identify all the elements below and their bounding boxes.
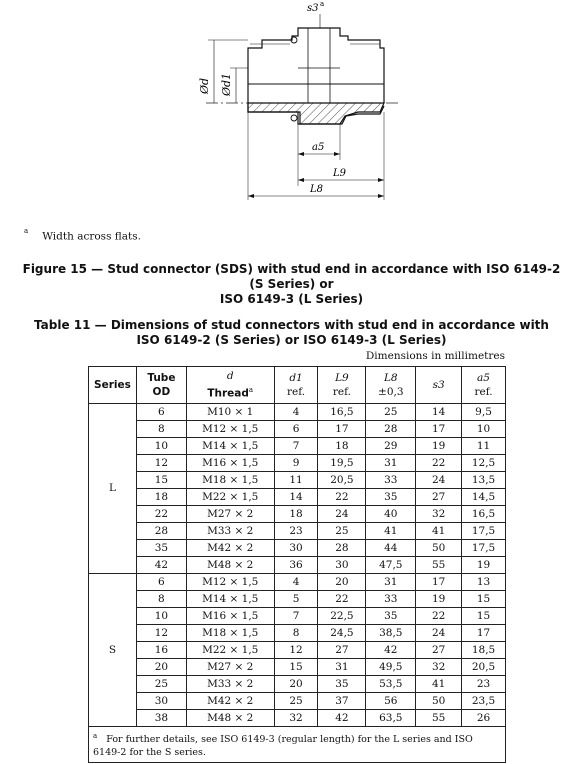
cell-d1: 36 xyxy=(274,556,318,573)
cell-a5: 12,5 xyxy=(462,454,506,471)
table-row xyxy=(89,641,506,658)
table-row xyxy=(89,454,506,471)
figure-note xyxy=(24,229,141,243)
cell-tube-od: 28 xyxy=(136,522,186,539)
header-d: d Thread$^a$ xyxy=(186,367,274,404)
cell-l8: 40 xyxy=(366,505,416,522)
table-row xyxy=(89,573,506,590)
cell-d1: 20 xyxy=(274,675,318,692)
l8-label: L8 xyxy=(310,184,324,195)
cell-l8: 25 xyxy=(366,403,416,420)
cell-s3: 14 xyxy=(416,403,462,420)
cell-a5: 19 xyxy=(462,556,506,573)
cell-l9: 24 xyxy=(318,505,366,522)
header-l9: L9 ref. xyxy=(318,367,366,404)
cell-l9: 30 xyxy=(318,556,366,573)
cell-tube-od: 15 xyxy=(136,471,186,488)
table-row xyxy=(89,658,506,675)
cell-s3: 32 xyxy=(416,658,462,675)
cell-thread: M42 × 2 xyxy=(186,539,274,556)
cell-l9: 42 xyxy=(318,709,366,726)
cell-s3: 55 xyxy=(416,556,462,573)
header-series: Series xyxy=(89,367,137,404)
a5-label: a5 xyxy=(312,142,325,153)
header-s3: s3 xyxy=(416,367,462,404)
cell-l8: 47,5 xyxy=(366,556,416,573)
cell-thread: M48 × 2 xyxy=(186,709,274,726)
cell-tube-od: 6 xyxy=(136,403,186,420)
footnote-marker: a xyxy=(93,731,98,740)
cell-a5: 13,5 xyxy=(462,471,506,488)
cell-s3: 50 xyxy=(416,539,462,556)
cell-thread: M10 × 1 xyxy=(186,403,274,420)
cell-l8: 42 xyxy=(366,641,416,658)
cell-s3: 50 xyxy=(416,692,462,709)
figure-caption xyxy=(20,262,563,307)
cell-a5: 13 xyxy=(462,573,506,590)
cell-tube-od: 6 xyxy=(136,573,186,590)
cell-l9: 20,5 xyxy=(318,471,366,488)
cell-d1: 25 xyxy=(274,692,318,709)
o-ring xyxy=(291,115,297,121)
header-row xyxy=(89,367,506,404)
cell-l8: 56 xyxy=(366,692,416,709)
figure-drawing xyxy=(0,0,583,215)
s3-label: s3 xyxy=(307,3,319,14)
table-row xyxy=(89,675,506,692)
cell-l9: 16,5 xyxy=(318,403,366,420)
cell-l8: 29 xyxy=(366,437,416,454)
cell-s3: 17 xyxy=(416,420,462,437)
cell-thread: M16 × 1,5 xyxy=(186,607,274,624)
cell-a5: 23 xyxy=(462,675,506,692)
cell-thread: M27 × 2 xyxy=(186,658,274,675)
cell-s3: 41 xyxy=(416,522,462,539)
figure-caption-line-2: ISO 6149-3 (L Series) xyxy=(219,292,364,306)
series-s-body xyxy=(89,573,506,726)
cell-thread: M42 × 2 xyxy=(186,692,274,709)
table-row xyxy=(89,437,506,454)
cell-tube-od: 35 xyxy=(136,539,186,556)
cell-a5: 9,5 xyxy=(462,403,506,420)
cell-d1: 11 xyxy=(274,471,318,488)
cell-l8: 31 xyxy=(366,454,416,471)
body-outline-upper xyxy=(248,28,384,103)
cell-s3: 19 xyxy=(416,437,462,454)
cell-d1: 12 xyxy=(274,641,318,658)
cell-a5: 10 xyxy=(462,420,506,437)
cell-l9: 20 xyxy=(318,573,366,590)
table-row xyxy=(89,590,506,607)
cell-l9: 37 xyxy=(318,692,366,709)
cell-tube-od: 12 xyxy=(136,624,186,641)
cell-d1: 23 xyxy=(274,522,318,539)
cell-tube-od: 25 xyxy=(136,675,186,692)
stud-connector-drawing xyxy=(0,0,583,215)
table-row xyxy=(89,709,506,726)
table-row xyxy=(89,403,506,420)
cell-tube-od: 30 xyxy=(136,692,186,709)
cell-tube-od: 16 xyxy=(136,641,186,658)
cell-a5: 15 xyxy=(462,590,506,607)
cell-a5: 20,5 xyxy=(462,658,506,675)
cell-a5: 18,5 xyxy=(462,641,506,658)
cell-l8: 31 xyxy=(366,573,416,590)
table-caption-line-1: Table 11 — Dimensions of stud connectors with stud end in accordance with xyxy=(34,318,549,332)
l9-label: L9 xyxy=(333,168,347,179)
cell-thread: M18 × 1,5 xyxy=(186,471,274,488)
cell-thread: M18 × 1,5 xyxy=(186,624,274,641)
footnote-text: For further details, see ISO 6149-3 (regular length) for the L series and ISO 6149-2 for the S series. xyxy=(93,733,473,758)
cell-s3: 27 xyxy=(416,641,462,658)
cell-l8: 33 xyxy=(366,471,416,488)
cell-d1: 18 xyxy=(274,505,318,522)
cell-thread: M12 × 1,5 xyxy=(186,420,274,437)
cell-tube-od: 22 xyxy=(136,505,186,522)
table-units: Dimensions in millimetres xyxy=(365,350,505,362)
figure-note-marker: a xyxy=(24,227,29,235)
cell-thread: M22 × 1,5 xyxy=(186,641,274,658)
d-label: Ød xyxy=(198,77,211,94)
cell-s3: 17 xyxy=(416,573,462,590)
series-cell: L xyxy=(89,403,137,573)
cell-l9: 22 xyxy=(318,488,366,505)
cell-tube-od: 10 xyxy=(136,607,186,624)
cell-s3: 41 xyxy=(416,675,462,692)
cell-thread: M33 × 2 xyxy=(186,522,274,539)
cell-thread: M33 × 2 xyxy=(186,675,274,692)
table-row xyxy=(89,556,506,573)
cell-l9: 35 xyxy=(318,675,366,692)
cell-tube-od: 10 xyxy=(136,437,186,454)
cell-thread: M22 × 1,5 xyxy=(186,488,274,505)
cell-tube-od: 20 xyxy=(136,658,186,675)
cell-l8: 44 xyxy=(366,539,416,556)
table-row xyxy=(89,624,506,641)
header-tube-od: Tube OD xyxy=(136,367,186,404)
table-row xyxy=(89,488,506,505)
cell-a5: 16,5 xyxy=(462,505,506,522)
cell-l9: 24,5 xyxy=(318,624,366,641)
cell-d1: 7 xyxy=(274,607,318,624)
cell-l8: 63,5 xyxy=(366,709,416,726)
cell-a5: 26 xyxy=(462,709,506,726)
cell-s3: 19 xyxy=(416,590,462,607)
cell-d1: 7 xyxy=(274,437,318,454)
cell-tube-od: 18 xyxy=(136,488,186,505)
cell-l9: 18 xyxy=(318,437,366,454)
cell-tube-od: 42 xyxy=(136,556,186,573)
cell-l8: 28 xyxy=(366,420,416,437)
cell-l8: 35 xyxy=(366,607,416,624)
table-row xyxy=(89,692,506,709)
cell-d1: 15 xyxy=(274,658,318,675)
header-l8: L8 ±0,3 xyxy=(366,367,416,404)
cell-d1: 8 xyxy=(274,624,318,641)
figure-note-text: Width across flats. xyxy=(42,230,141,243)
cell-d1: 4 xyxy=(274,403,318,420)
cell-s3: 24 xyxy=(416,471,462,488)
cell-d1: 6 xyxy=(274,420,318,437)
table-row xyxy=(89,522,506,539)
cell-a5: 23,5 xyxy=(462,692,506,709)
cell-l8: 49,5 xyxy=(366,658,416,675)
cell-s3: 55 xyxy=(416,709,462,726)
cell-tube-od: 8 xyxy=(136,590,186,607)
table-row xyxy=(89,471,506,488)
figure-caption-line-1: Figure 15 — Stud connector (SDS) with stud end in accordance with ISO 6149-2 (S Series) or xyxy=(22,262,561,291)
cell-l8: 38,5 xyxy=(366,624,416,641)
cell-tube-od: 8 xyxy=(136,420,186,437)
cell-l8: 33 xyxy=(366,590,416,607)
cell-a5: 11 xyxy=(462,437,506,454)
series-l-body xyxy=(89,403,506,573)
cell-a5: 15 xyxy=(462,607,506,624)
cell-s3: 32 xyxy=(416,505,462,522)
table-row xyxy=(89,420,506,437)
cell-s3: 22 xyxy=(416,607,462,624)
cell-l9: 17 xyxy=(318,420,366,437)
cell-tube-od: 38 xyxy=(136,709,186,726)
cell-tube-od: 12 xyxy=(136,454,186,471)
cell-s3: 24 xyxy=(416,624,462,641)
cell-d1: 9 xyxy=(274,454,318,471)
cell-d1: 14 xyxy=(274,488,318,505)
cell-a5: 17,5 xyxy=(462,522,506,539)
cell-d1: 4 xyxy=(274,573,318,590)
cell-l9: 19,5 xyxy=(318,454,366,471)
cell-thread: M12 × 1,5 xyxy=(186,573,274,590)
header-a5: a5 ref. xyxy=(462,367,506,404)
cell-l9: 22,5 xyxy=(318,607,366,624)
table-row xyxy=(89,607,506,624)
table-footnote xyxy=(89,726,506,762)
table-row xyxy=(89,505,506,522)
cell-l9: 28 xyxy=(318,539,366,556)
cell-l9: 27 xyxy=(318,641,366,658)
cell-a5: 17 xyxy=(462,624,506,641)
cell-thread: M27 × 2 xyxy=(186,505,274,522)
s3-note: a xyxy=(320,0,325,8)
cell-thread: M14 × 1,5 xyxy=(186,590,274,607)
table-caption-line-2: ISO 6149-2 (S Series) or ISO 6149-3 (L Series) xyxy=(136,333,447,347)
cell-thread: M14 × 1,5 xyxy=(186,437,274,454)
cell-l8: 53,5 xyxy=(366,675,416,692)
table-caption xyxy=(20,318,563,348)
table-row xyxy=(89,539,506,556)
dimensions-table xyxy=(88,366,506,763)
cell-l9: 22 xyxy=(318,590,366,607)
series-cell: S xyxy=(89,573,137,726)
cell-d1: 5 xyxy=(274,590,318,607)
cell-l9: 25 xyxy=(318,522,366,539)
cell-thread: M16 × 1,5 xyxy=(186,454,274,471)
cell-l8: 41 xyxy=(366,522,416,539)
cell-s3: 27 xyxy=(416,488,462,505)
cell-d1: 30 xyxy=(274,539,318,556)
cell-l9: 31 xyxy=(318,658,366,675)
cell-d1: 32 xyxy=(274,709,318,726)
footnote-row xyxy=(89,726,506,762)
cell-s3: 22 xyxy=(416,454,462,471)
cell-a5: 14,5 xyxy=(462,488,506,505)
header-d1: d1 ref. xyxy=(274,367,318,404)
cell-thread: M48 × 2 xyxy=(186,556,274,573)
d1-label: Ød1 xyxy=(220,72,233,96)
cell-l8: 35 xyxy=(366,488,416,505)
cell-a5: 17,5 xyxy=(462,539,506,556)
